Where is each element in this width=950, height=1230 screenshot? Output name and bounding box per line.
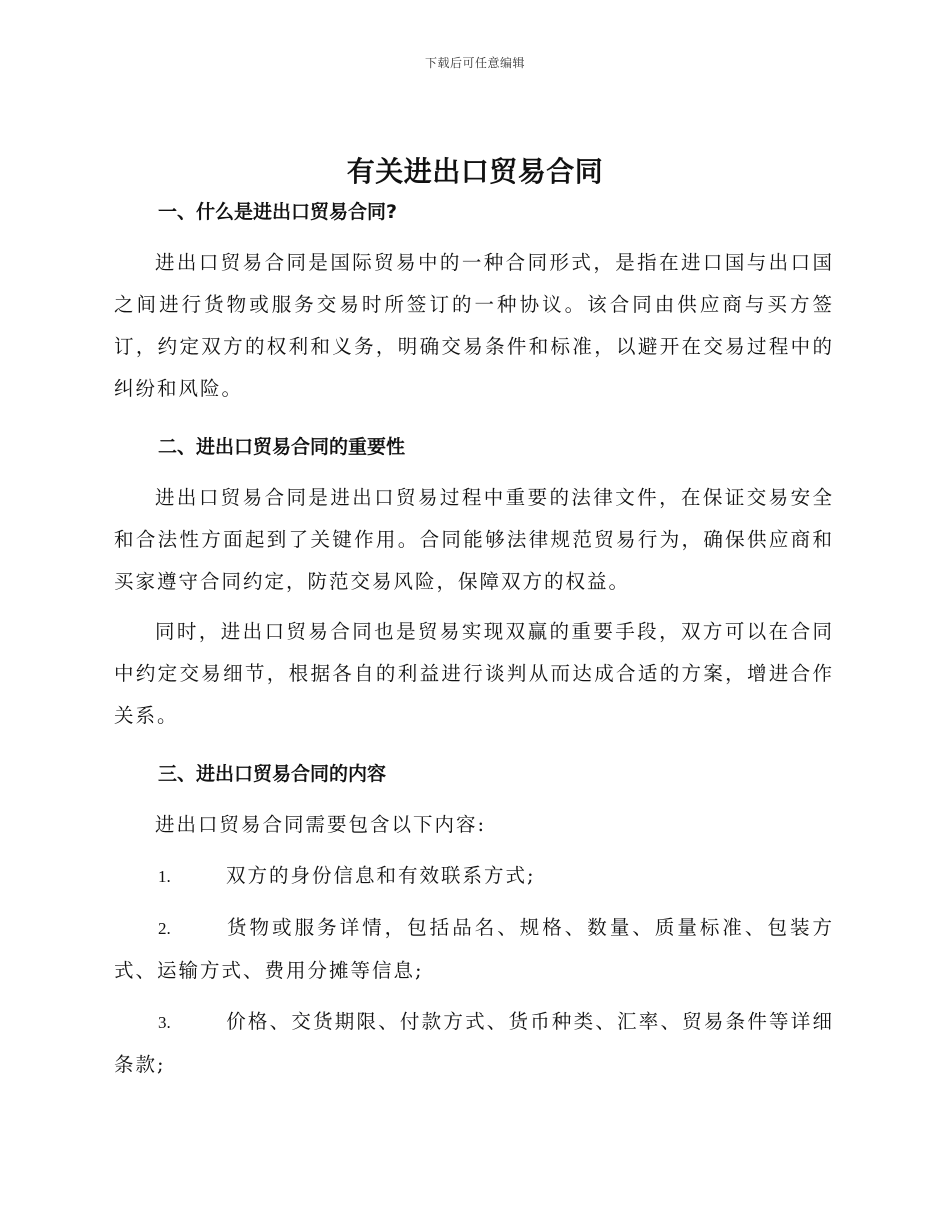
section-heading-3: 三、进出口贸易合同的内容 xyxy=(158,763,387,785)
list-text: 价格、交货期限、付款方式、货币种类、汇率、贸易条件等详细条款; xyxy=(114,1010,834,1076)
document-body xyxy=(114,196,834,1086)
section-heading-1: 一、什么是进出口贸易合同? xyxy=(158,201,398,223)
section-heading-2: 二、进出口贸易合同的重要性 xyxy=(158,436,406,458)
list-text: 货物或服务详情，包括品名、规格、数量、质量标准、包装方式、运输方式、费用分摊等信息; xyxy=(114,916,834,982)
list-item xyxy=(114,1001,834,1086)
list-number: 1. xyxy=(158,867,171,886)
section-2-paragraph-1: 进出口贸易合同是进出口贸易过程中重要的法律文件，在保证交易安全和合法性方面起到了关键作用。合同能够法律规范贸易行为，确保供应商和买家遵守合同约定，防范交易风险，保障双方的权益。 xyxy=(114,486,834,593)
list-number: 3. xyxy=(158,1013,171,1032)
list-text: 双方的身份信息和有效联系方式; xyxy=(226,864,536,887)
section-2-paragraph-2: 同时，进出口贸易合同也是贸易实现双赢的重要手段，双方可以在合同中约定交易细节，根据各自的利益进行谈判从而达成合适的方案，增进合作关系。 xyxy=(114,620,834,727)
list-item xyxy=(114,907,834,992)
document-title: 有关进出口贸易合同 xyxy=(346,155,604,188)
list-number: 2. xyxy=(158,919,171,938)
section-3-intro: 进出口贸易合同需要包含以下内容: xyxy=(155,813,487,836)
header-note: 下载后可任意编辑 xyxy=(424,56,525,70)
section-1-paragraph-1: 进出口贸易合同是国际贸易中的一种合同形式，是指在进口国与出口国之间进行货物或服务交易时所签订的一种协议。该合同由供应商与买方签订，约定双方的权利和义务，明确交易条件和标准，以避开在交易过程中的纠纷和风险。 xyxy=(114,251,834,400)
list-item xyxy=(114,855,834,898)
